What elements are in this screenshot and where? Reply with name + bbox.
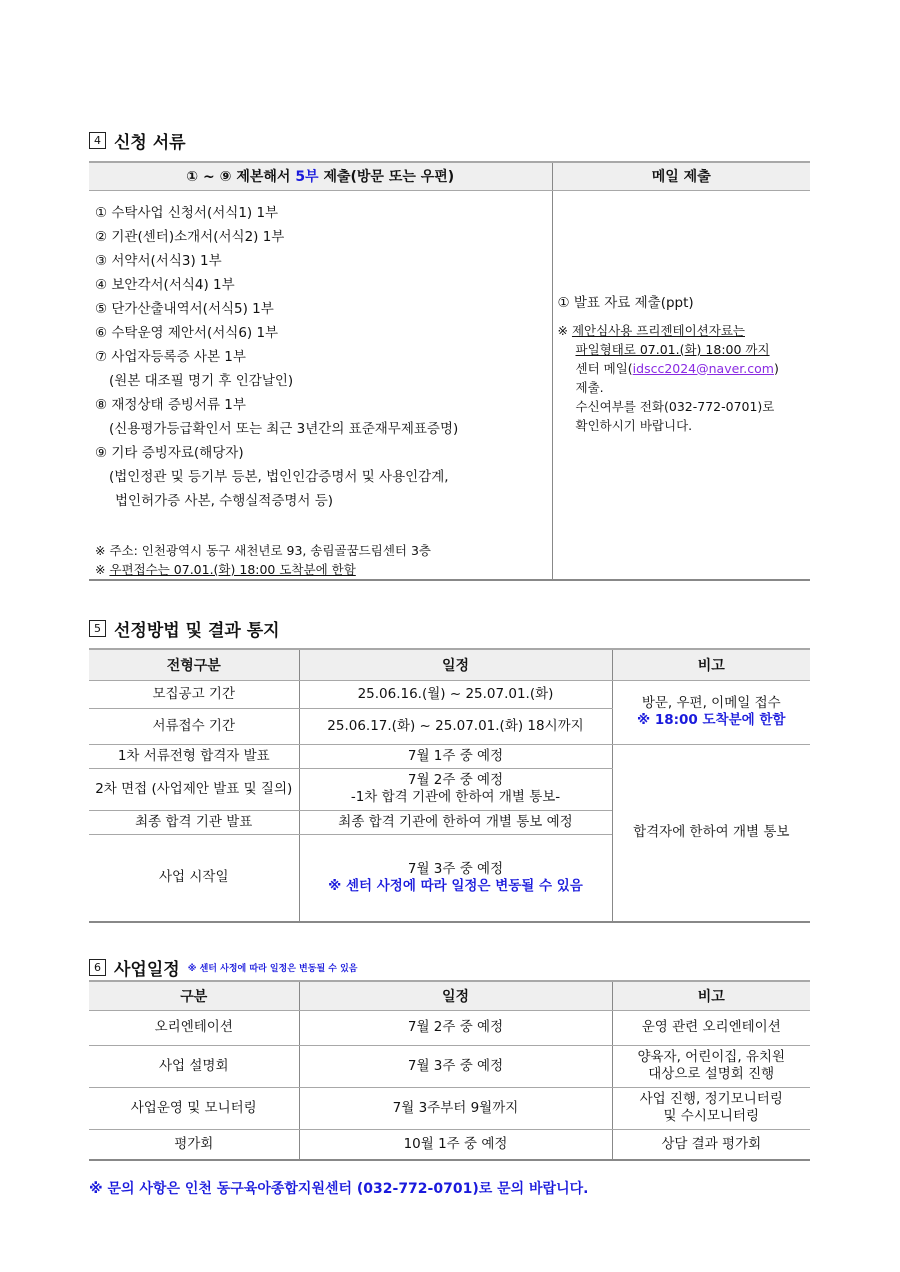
schedule-cell: 7월 3주부터 9월까지	[299, 1087, 612, 1129]
note-cell-submission: 방문, 우편, 이메일 접수 ※ 18:00 도착분에 한함	[612, 680, 810, 744]
doc-item: ⑦ 사업자등록증 사본 1부	[95, 348, 246, 365]
email-note-line: ※ 제안심사용 프리젠테이션자료는	[557, 322, 745, 338]
section-title-text: 선정방법 및 결과 통지	[114, 621, 280, 641]
note-cell-notification: 합격자에 한하여 개별 통보	[612, 744, 810, 922]
copies-highlight: 5부	[295, 169, 319, 186]
header-email: 메일 제출	[552, 162, 810, 190]
email-note-line: 확인하시기 바랍니다.	[575, 417, 693, 433]
doc-item: ⑧ 재정상태 증빙서류 1부	[95, 396, 246, 413]
doc-item: ② 기관(센터)소개서(서식2) 1부	[95, 228, 285, 245]
schedule-cell: 7월 3주 중 예정	[299, 1045, 612, 1087]
section-5-title	[89, 616, 280, 641]
category-cell: 평가회	[89, 1129, 299, 1160]
stage-cell: 최종 합격 기관 발표	[89, 810, 299, 834]
section-number-box: 6	[89, 959, 106, 976]
schedule-change-note: ※ 센터 사정에 따라 일정은 변동될 수 있음	[328, 877, 583, 894]
stage-cell: 2차 면접 (사업제안 발표 및 질의)	[89, 768, 299, 810]
schedule-cell: 7월 2주 중 예정	[299, 1010, 612, 1045]
category-cell: 사업운영 및 모니터링	[89, 1087, 299, 1129]
doc-item: ① 수탁사업 신청서(서식1) 1부	[95, 204, 279, 221]
header-schedule: 일정	[299, 649, 612, 680]
header-stage: 전형구분	[89, 649, 299, 680]
note-cell: 상담 결과 평가회	[612, 1129, 810, 1160]
stage-cell: 서류접수 기간	[89, 708, 299, 744]
schedule-cell: 최종 합격 기관에 한하여 개별 통보 예정	[299, 810, 612, 834]
stage-cell: 사업 시작일	[89, 834, 299, 922]
selection-process-table	[89, 648, 810, 923]
category-cell: 오리엔테이션	[89, 1010, 299, 1045]
documents-list-cell	[89, 190, 552, 580]
section-title-text: 사업일정	[114, 960, 180, 980]
schedule-cell: 25.06.16.(월) ~ 25.07.01.(화)	[299, 680, 612, 708]
header-category: 구분	[89, 981, 299, 1010]
contact-note: ※ 문의 사항은 인천 동구육아종합지원센터 (032-772-0701)로 문의 바랍니다.	[89, 1181, 589, 1197]
doc-item-sub: (원본 대조필 명기 후 인감날인)	[109, 372, 294, 389]
schedule-change-subnote: ※ 센터 사정에 따라 일정은 변동될 수 있음	[187, 964, 358, 974]
email-note-line: 수신여부를 전화(032-772-0701)로	[575, 398, 775, 414]
email-submission-cell	[552, 190, 810, 580]
schedule-cell: 7월 2주 중 예정 -1차 합격 기관에 한하여 개별 통보-	[299, 768, 612, 810]
doc-item: ⑥ 수탁운영 제안서(서식6) 1부	[95, 324, 279, 341]
address-note: ※ 주소: 인천광역시 동구 새천년로 93, 송림골꿈드림센터 3층	[95, 542, 431, 558]
schedule-cell: 7월 3주 중 예정 ※ 센터 사정에 따라 일정은 변동될 수 있음	[299, 834, 612, 922]
doc-item: ⑤ 단가산출내역서(서식5) 1부	[95, 300, 274, 317]
postal-deadline-note: ※ 우편접수는 07.01.(화) 18:00 도착분에 한함	[95, 561, 356, 577]
doc-item: ③ 서약서(서식3) 1부	[95, 252, 222, 269]
schedule-cell: 7월 1주 중 예정	[299, 744, 612, 768]
header-visit-post: ① ~ ⑨ 제본해서 5부 제출(방문 또는 우편)	[89, 162, 552, 190]
note-cell: 양육자, 어린이집, 유치원 대상으로 설명회 진행	[612, 1045, 810, 1087]
doc-item: ④ 보안각서(서식4) 1부	[95, 276, 235, 293]
email-link[interactable]: idscc2024@naver.com	[632, 360, 774, 376]
application-documents-table	[89, 161, 810, 581]
section-6-title	[89, 955, 358, 980]
schedule-cell: 10월 1주 중 예정	[299, 1129, 612, 1160]
section-number-box: 4	[89, 132, 106, 149]
email-note-line: 센터 메일(idscc2024@naver.com)	[575, 360, 779, 376]
note-cell: 운영 관련 오리엔테이션	[612, 1010, 810, 1045]
email-note-line: 제출.	[575, 379, 604, 395]
deadline-highlight: ※ 18:00 도착분에 한함	[637, 712, 786, 728]
project-schedule-table	[89, 980, 810, 1161]
section-4-title	[89, 128, 186, 153]
category-cell: 사업 설명회	[89, 1045, 299, 1087]
header-note: 비고	[612, 981, 810, 1010]
doc-item-sub: (법인정관 및 등기부 등본, 법인인감증명서 및 사용인감계,	[109, 468, 449, 485]
stage-cell: 모집공고 기간	[89, 680, 299, 708]
email-item: ① 발표 자료 제출(ppt)	[557, 294, 694, 311]
stage-cell: 1차 서류전형 합격자 발표	[89, 744, 299, 768]
section-title-text: 신청 서류	[114, 133, 186, 153]
note-cell: 사업 진행, 정기모니터링 및 수시모니터링	[612, 1087, 810, 1129]
doc-item: ⑨ 기타 증빙자료(해당자)	[95, 444, 244, 461]
header-note: 비고	[612, 649, 810, 680]
section-number-box: 5	[89, 620, 106, 637]
email-note-line: 파일형태로 07.01.(화) 18:00 까지	[575, 341, 770, 357]
doc-item-sub: (신용평가등급확인서 또는 최근 3년간의 표준재무제표증명)	[109, 420, 459, 437]
doc-item-sub: 법인허가증 사본, 수행실적증명서 등)	[115, 492, 334, 509]
header-schedule: 일정	[299, 981, 612, 1010]
schedule-cell: 25.06.17.(화) ~ 25.07.01.(화) 18시까지	[299, 708, 612, 744]
